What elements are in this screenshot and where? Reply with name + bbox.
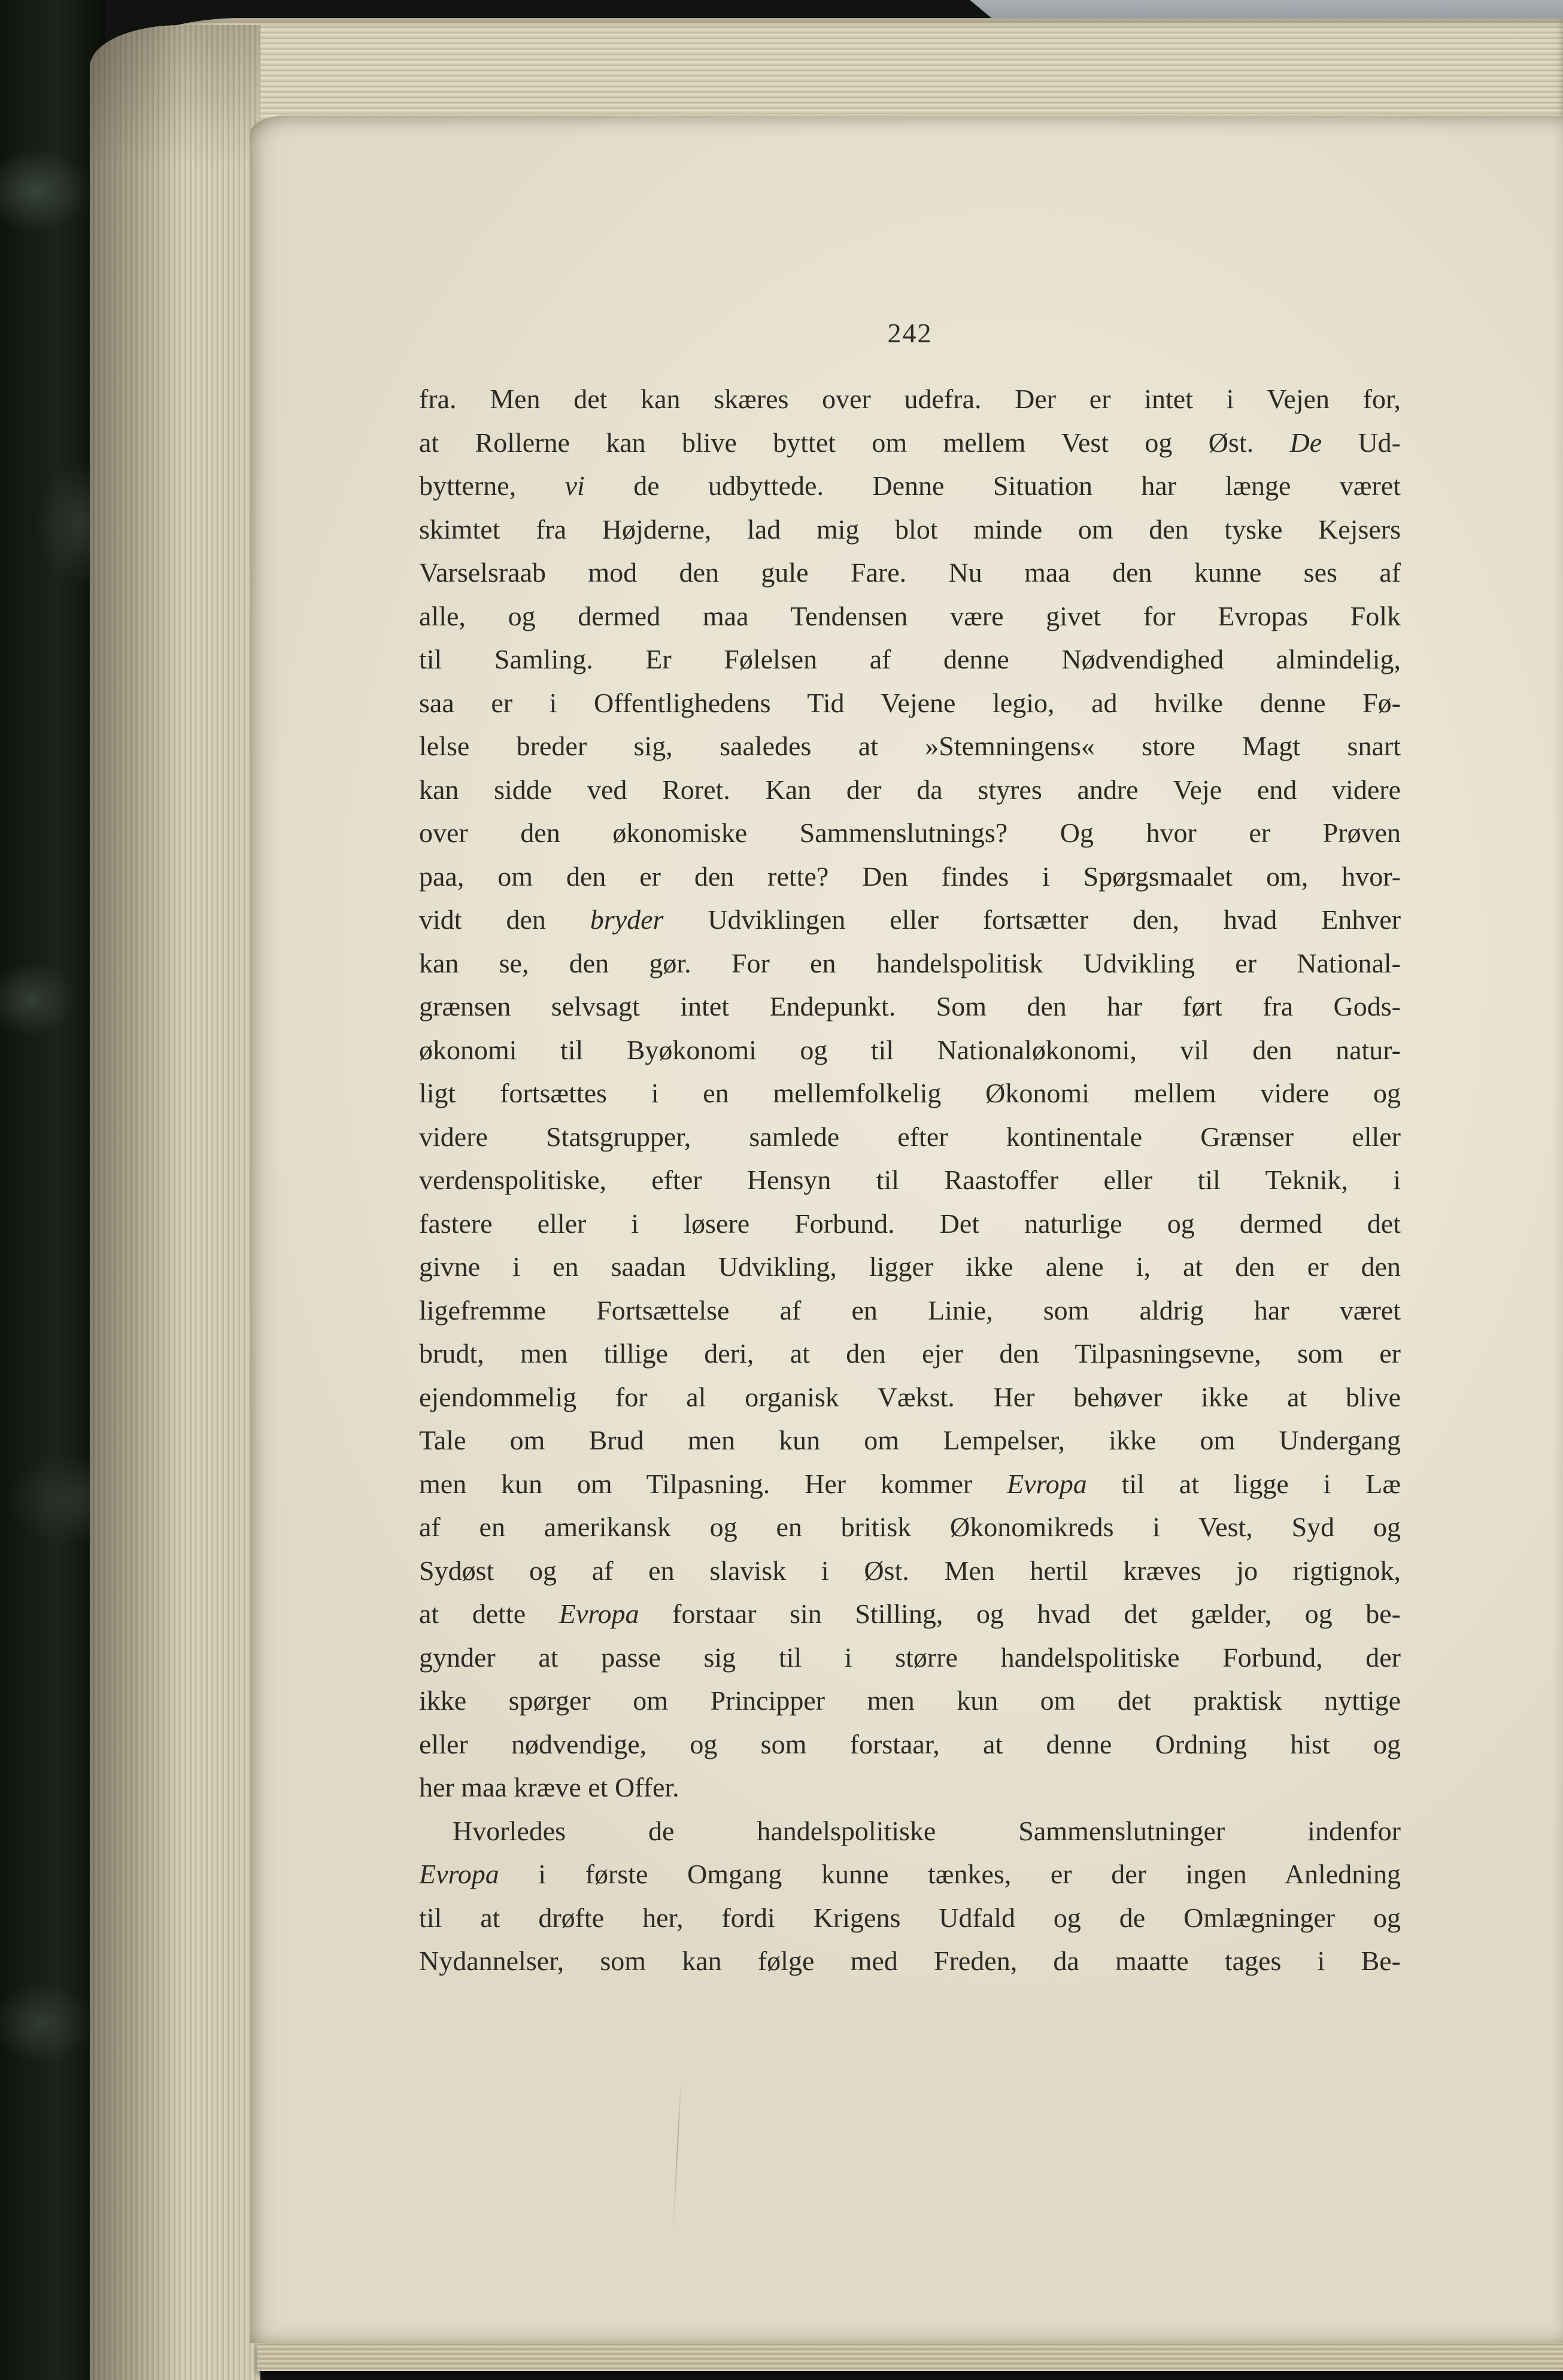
text-line: ligefremme Fortsættelse af en Linie, som aldrig har været (419, 1294, 1401, 1326)
text-line: Varselsraab mod den gule Fare. Nu maa den kunne ses af (419, 557, 1401, 588)
page-edges-left (90, 25, 260, 2380)
text-line: grænsen selvsagt intet Endepunkt. Som den har ført fra Gods- (419, 991, 1401, 1022)
book-cover (0, 0, 105, 2380)
page-edges-bottom (257, 2341, 1563, 2371)
page-crease (672, 2078, 682, 2234)
text-line: alle, og dermed maa Tendensen være givet for Evropas Folk (419, 600, 1401, 631)
text-line: her maa kræve et Offer. (419, 1772, 679, 1803)
text-line: brudt, men tillige deri, at den ejer den Tilpasningsevne, som er (419, 1338, 1401, 1369)
text-line: ejendommelig for al organisk Vækst. Her behøver ikke at blive (419, 1381, 1401, 1412)
text-line: saa er i Offentlighedens Tid Vejene legio, ad hvilke denne Fø- (419, 687, 1401, 718)
text-line: kan se, den gør. For en handelspolitisk Udvikling er National- (419, 947, 1401, 978)
text-line: Hvorledes de handelspolitiske Sammenslutninger indenfor (453, 1815, 1401, 1846)
text-line: Tale om Brud men kun om Lempelser, ikke om Undergang (419, 1425, 1401, 1455)
text-line: givne i en saadan Udvikling, ligger ikke alene i, at den er den (419, 1251, 1401, 1282)
text-line: økonomi til Byøkonomi og til Nationaløkonomi, vil den natur- (419, 1034, 1401, 1065)
text-line: paa, om den er den rette? Den findes i Spørgsmaalet om, hvor- (419, 861, 1401, 892)
text-line: af en amerikansk og en britisk Økonomikreds i Vest, Syd og (419, 1512, 1401, 1542)
text-line: Nydannelser, som kan følge med Freden, da maatte tages i Be- (419, 1946, 1401, 1976)
text-line: Sydøst og af en slavisk i Øst. Men hertil kræves jo rigtignok, (419, 1555, 1401, 1586)
text-line: lelse breder sig, saaledes at »Stemningens« store Magt snart (419, 731, 1401, 761)
text-line: fra. Men det kan skæres over udefra. Der er intet i Vejen for, (419, 384, 1401, 414)
text-line: kan sidde ved Roret. Kan der da styres andre Veje end videre (419, 774, 1401, 805)
text-line: at dette Evropa forstaar sin Stilling, og hvad det gælder, og be- (419, 1598, 1401, 1629)
text-line: ligt fortsættes i en mellemfolkelig Økonomi mellem videre og (419, 1078, 1401, 1108)
text-line: at Rollerne kan blive byttet om mellem Vest og Øst. De Ud- (419, 427, 1401, 458)
text-line: bytterne, vi de udbyttede. Denne Situation har længe været (419, 470, 1401, 501)
text-line: Evropa i første Omgang kunne tænkes, er der ingen Anledning (419, 1859, 1401, 1889)
text-line: ikke spørger om Principper men kun om det praktisk nyttige (419, 1685, 1401, 1716)
text-line: til Samling. Er Følelsen af denne Nødvendighed almindelig, (419, 644, 1401, 674)
text-line: videre Statsgrupper, samlede efter kontinentale Grænser eller (419, 1121, 1401, 1152)
text-line: skimtet fra Højderne, lad mig blot minde om den tyske Kejsers (419, 513, 1401, 545)
text-line: verdenspolitiske, efter Hensyn til Raastoffer eller til Teknik, i (419, 1165, 1401, 1195)
text-line: men kun om Tilpasning. Her kommer Evropa til at ligge i Læ (419, 1468, 1401, 1499)
book-page (250, 115, 1563, 2343)
page-number: 242 (887, 318, 933, 348)
text-line: gynder at passe sig til i større handelspolitiske Forbund, der (419, 1642, 1401, 1673)
text-line: vidt den bryder Udviklingen eller fortsætter den, hvad Enhver (419, 904, 1401, 935)
text-block (419, 378, 1401, 1983)
text-line: over den økonomiske Sammenslutnings? Og hvor er Prøven (419, 817, 1401, 848)
text-line: eller nødvendige, og som forstaar, at denne Ordning hist og (419, 1728, 1401, 1759)
text-line: til at drøfte her, fordi Krigens Udfald og de Omlægninger og (419, 1902, 1401, 1933)
text-line: fastere eller i løsere Forbund. Det naturlige og dermed det (419, 1208, 1401, 1239)
